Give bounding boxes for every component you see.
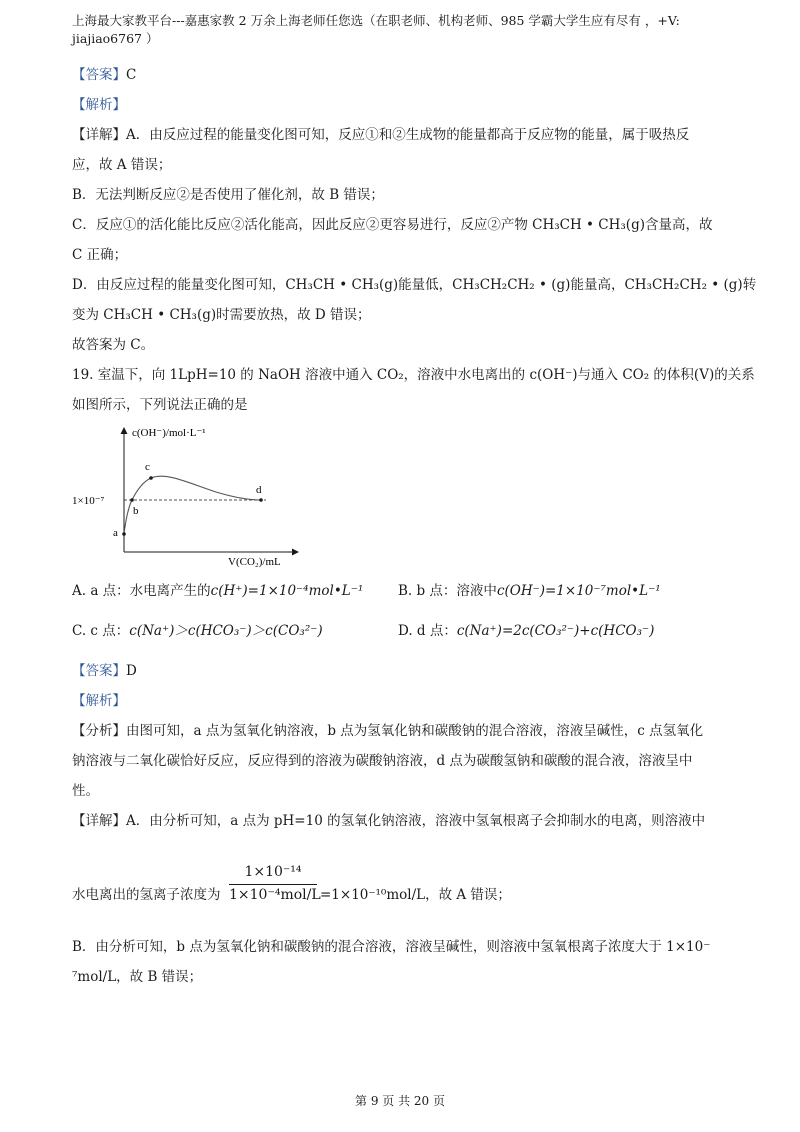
q18-detail-c1: C．反应①的活化能比反应②活化能高，因此反应②更容易进行，反应②产物 CH₃CH • CH₃(g)含量高，故 — [72, 217, 713, 233]
fraction-bar — [229, 884, 317, 885]
point-d — [259, 498, 263, 502]
answer-tag: 【答案】 — [72, 663, 126, 679]
q18-detail-d2: 变为 CH₃CH • CH₃(g)时需要放热，故 D 错误； — [72, 307, 371, 323]
q18-detail-b: B．无法判断反应②是否使用了催化剂，故 B 错误； — [72, 187, 384, 203]
q19-analysis-tag: 【解析】 — [72, 693, 126, 709]
q18-detail-a1 — [72, 126, 689, 144]
x-axis-label: V(CO₂)/mL — [228, 556, 281, 568]
label-c: c — [145, 461, 150, 473]
answer-tag: 【答案】 — [72, 67, 126, 83]
q19-answer — [72, 662, 137, 680]
analysis-text: 由图可知，a 点为氢氧化钠溶液，b 点为氢氧化钠和碳酸钠的混合溶液，溶液呈碱性，c 点氢氧化 — [126, 723, 704, 739]
option-d-expr: c(Na⁺)=2c(CO₃²⁻)+c(HCO₃⁻) — [456, 623, 655, 639]
q19-stem-line1: 19. 室温下，向 1LpH=10 的 NaOH 溶液中通入 CO₂，溶液中水电离出的 c(OH⁻)与通入 CO₂ 的体积(V)的关系 — [72, 367, 755, 383]
point-c — [149, 476, 153, 480]
q19-detail-b2: ⁷mol/L，故 B 错误； — [72, 969, 203, 985]
page-header-line2: jiajiao6767 ） — [72, 31, 159, 46]
q19-stem-line2: 如图所示，下列说法正确的是 — [72, 397, 248, 413]
point-a — [122, 532, 126, 536]
option-d — [398, 622, 654, 640]
detail-text: A．由反应过程的能量变化图可知，反应①和②生成物的能量都高于反应物的能量，属于吸热反 — [126, 127, 690, 143]
q18-answer — [72, 66, 136, 84]
ref-value-label: 1×10⁻⁷ — [72, 495, 105, 507]
fraction-numerator: 1×10⁻¹⁴ — [244, 864, 302, 880]
option-c-label: C. c 点： — [72, 623, 130, 639]
q19-analysis-line2: 钠溶液与二氧化碳恰好反应，反应得到的溶液为碳酸钠溶液，d 点为碳酸氢钠和碳酸的混合液，溶液呈中 — [72, 753, 693, 769]
q19-analysis-line3: 性。 — [72, 783, 99, 799]
q19-detail-a1 — [72, 812, 705, 830]
option-b-expr: c(OH⁻)=1×10⁻⁷mol•L⁻¹ — [496, 583, 661, 599]
option-c-expr: c(Na⁺)＞c(HCO₃⁻)＞c(CO₃²⁻) — [129, 623, 323, 639]
option-c — [72, 622, 323, 640]
page-footer: 第 9 页 共 20 页 — [355, 1094, 445, 1108]
option-a-label: A. a 点：水电离产生的 — [72, 583, 211, 599]
option-b — [398, 582, 661, 600]
point-b — [130, 498, 134, 502]
q19-analysis-line1 — [72, 722, 703, 740]
detail-tag: 【详解】 — [72, 813, 126, 829]
answer-value: D — [126, 663, 137, 679]
q18-analysis-tag: 【解析】 — [72, 97, 126, 113]
option-a-expr: c(H⁺)=1×10⁻⁴mol•L⁻¹ — [210, 583, 364, 599]
q19-graph — [66, 420, 316, 570]
q18-detail-a2: 应，故 A 错误； — [72, 157, 172, 173]
q18-detail-d1: D．由反应过程的能量变化图可知，CH₃CH • CH₃(g)能量低，CH₃CH₂CH₂ • (g)能量高，CH₃CH₂CH₂ • (g)转 — [72, 277, 757, 293]
option-b-label: B. b 点：溶液中 — [398, 583, 497, 599]
page-header-line1: 上海最大家教平台---嘉惠家教 2 万余上海老师任您选（在职老师、机构老师、985 学霸大学生应有尽有 ，+V: — [72, 13, 680, 28]
detail-text: A．由分析可知，a 点为 pH=10 的氢氧化钠溶液，溶液中氢氧根离子会抑制水的电离，则溶液中 — [126, 813, 706, 829]
y-axis-label: c(OH⁻)/mol·L⁻¹ — [132, 427, 206, 439]
c-oh-curve — [124, 476, 261, 534]
option-a — [72, 582, 363, 600]
analysis-head: 【分析】 — [72, 723, 126, 739]
label-b: b — [133, 505, 139, 517]
answer-value: C — [126, 67, 137, 83]
detail-tag: 【详解】 — [72, 127, 126, 143]
fraction-denominator: 1×10⁻⁴mol/L — [229, 887, 321, 903]
option-d-label: D. d 点： — [398, 623, 457, 639]
q18-conclusion: 故答案为 C。 — [72, 337, 155, 353]
label-d: d — [256, 484, 262, 496]
q19-detail-b1: B．由分析可知，b 点为氢氧化钠和碳酸钠的混合溶液，溶液呈碱性，则溶液中氢氧根离子浓度大于 1×10⁻ — [72, 939, 711, 955]
q18-detail-c2: C 正确； — [72, 247, 128, 263]
q19-detail-a2-pre: 水电离出的氢离子浓度为 — [72, 887, 221, 903]
q19-detail-a2-post: =1×10⁻¹⁰mol/L，故 A 错误； — [320, 887, 511, 903]
label-a: a — [113, 527, 118, 539]
